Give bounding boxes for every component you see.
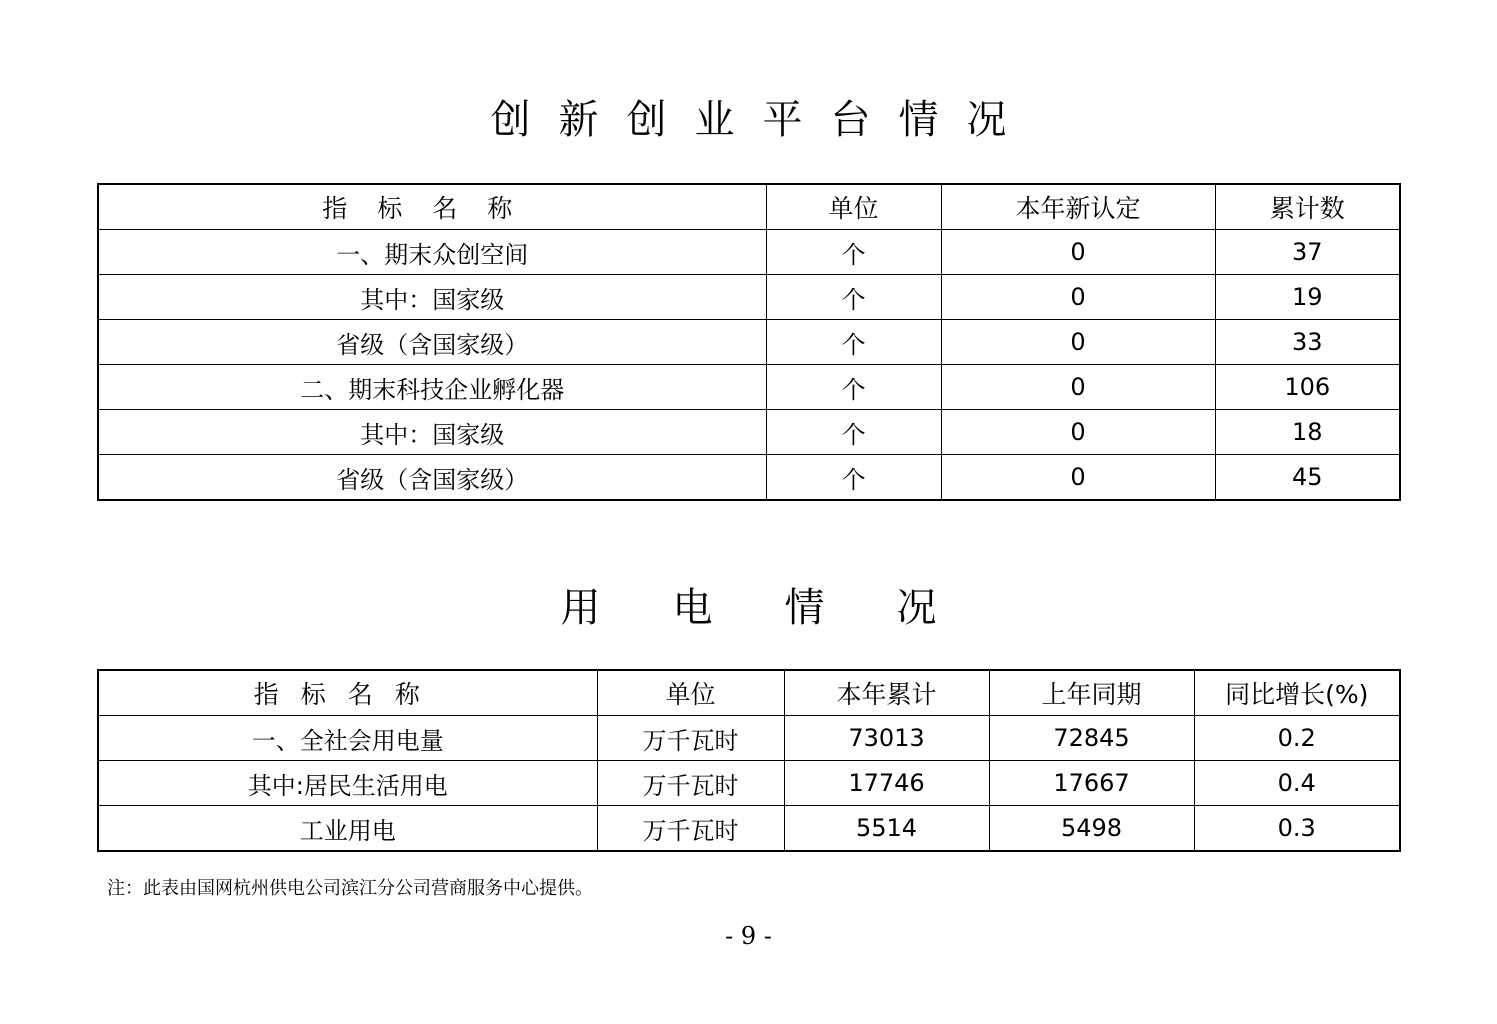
row-name: 其中：国家级: [98, 410, 766, 455]
table-row: [98, 761, 1400, 806]
row-growth: 0.4: [1194, 761, 1400, 806]
header-yoy-growth: 同比增长(%): [1194, 670, 1400, 716]
row-previous: 17667: [989, 761, 1194, 806]
row-unit: 万千瓦时: [597, 806, 784, 852]
row-total: 19: [1215, 275, 1400, 320]
source-note: 注：此表由国网杭州供电公司滨江分公司营商服务中心提供。: [107, 878, 593, 899]
header-unit: 单位: [766, 184, 941, 230]
row-unit: 万千瓦时: [597, 716, 784, 761]
row-growth: 0.2: [1194, 716, 1400, 761]
table-header-row: [98, 670, 1400, 716]
row-name: 一、期末众创空间: [98, 230, 766, 275]
row-total: 18: [1215, 410, 1400, 455]
table-row: [98, 716, 1400, 761]
row-unit: 个: [766, 410, 941, 455]
row-new: 0: [941, 230, 1215, 275]
row-previous: 72845: [989, 716, 1194, 761]
electricity-usage-table: [97, 669, 1401, 852]
header-indicator-name: 指标名称: [98, 184, 766, 230]
innovation-platform-table: [97, 183, 1401, 501]
table-row: [98, 806, 1400, 852]
table-row: [98, 320, 1400, 365]
table-row: [98, 455, 1400, 501]
row-previous: 5498: [989, 806, 1194, 852]
row-new: 0: [941, 410, 1215, 455]
row-new: 0: [941, 455, 1215, 501]
row-unit: 个: [766, 365, 941, 410]
row-new: 0: [941, 320, 1215, 365]
header-cumulative: 累计数: [1215, 184, 1400, 230]
row-name: 省级（含国家级）: [98, 455, 766, 501]
row-unit: 个: [766, 320, 941, 365]
row-name: 一、全社会用电量: [98, 716, 597, 761]
table-header-row: [98, 184, 1400, 230]
row-name: 省级（含国家级）: [98, 320, 766, 365]
section2-title: 用电情况: [560, 585, 1009, 631]
header-new-this-year: 本年新认定: [941, 184, 1215, 230]
section1-title: 创新创业平台情况: [490, 97, 1035, 143]
table-row: [98, 275, 1400, 320]
row-unit: 个: [766, 455, 941, 501]
table-row: [98, 410, 1400, 455]
row-new: 0: [941, 365, 1215, 410]
page-number: - 9 -: [725, 922, 772, 950]
row-new: 0: [941, 275, 1215, 320]
table-row: [98, 230, 1400, 275]
row-current: 17746: [784, 761, 989, 806]
row-unit: 万千瓦时: [597, 761, 784, 806]
row-unit: 个: [766, 275, 941, 320]
row-unit: 个: [766, 230, 941, 275]
row-current: 73013: [784, 716, 989, 761]
table-row: [98, 365, 1400, 410]
row-total: 37: [1215, 230, 1400, 275]
row-current: 5514: [784, 806, 989, 852]
header-indicator-name: 指标名称: [98, 670, 597, 716]
row-total: 106: [1215, 365, 1400, 410]
row-growth: 0.3: [1194, 806, 1400, 852]
row-name: 其中:居民生活用电: [98, 761, 597, 806]
row-total: 33: [1215, 320, 1400, 365]
header-current-cumulative: 本年累计: [784, 670, 989, 716]
row-name: 其中：国家级: [98, 275, 766, 320]
row-total: 45: [1215, 455, 1400, 501]
header-unit: 单位: [597, 670, 784, 716]
row-name: 二、期末科技企业孵化器: [98, 365, 766, 410]
row-name: 工业用电: [98, 806, 597, 852]
header-previous-period: 上年同期: [989, 670, 1194, 716]
